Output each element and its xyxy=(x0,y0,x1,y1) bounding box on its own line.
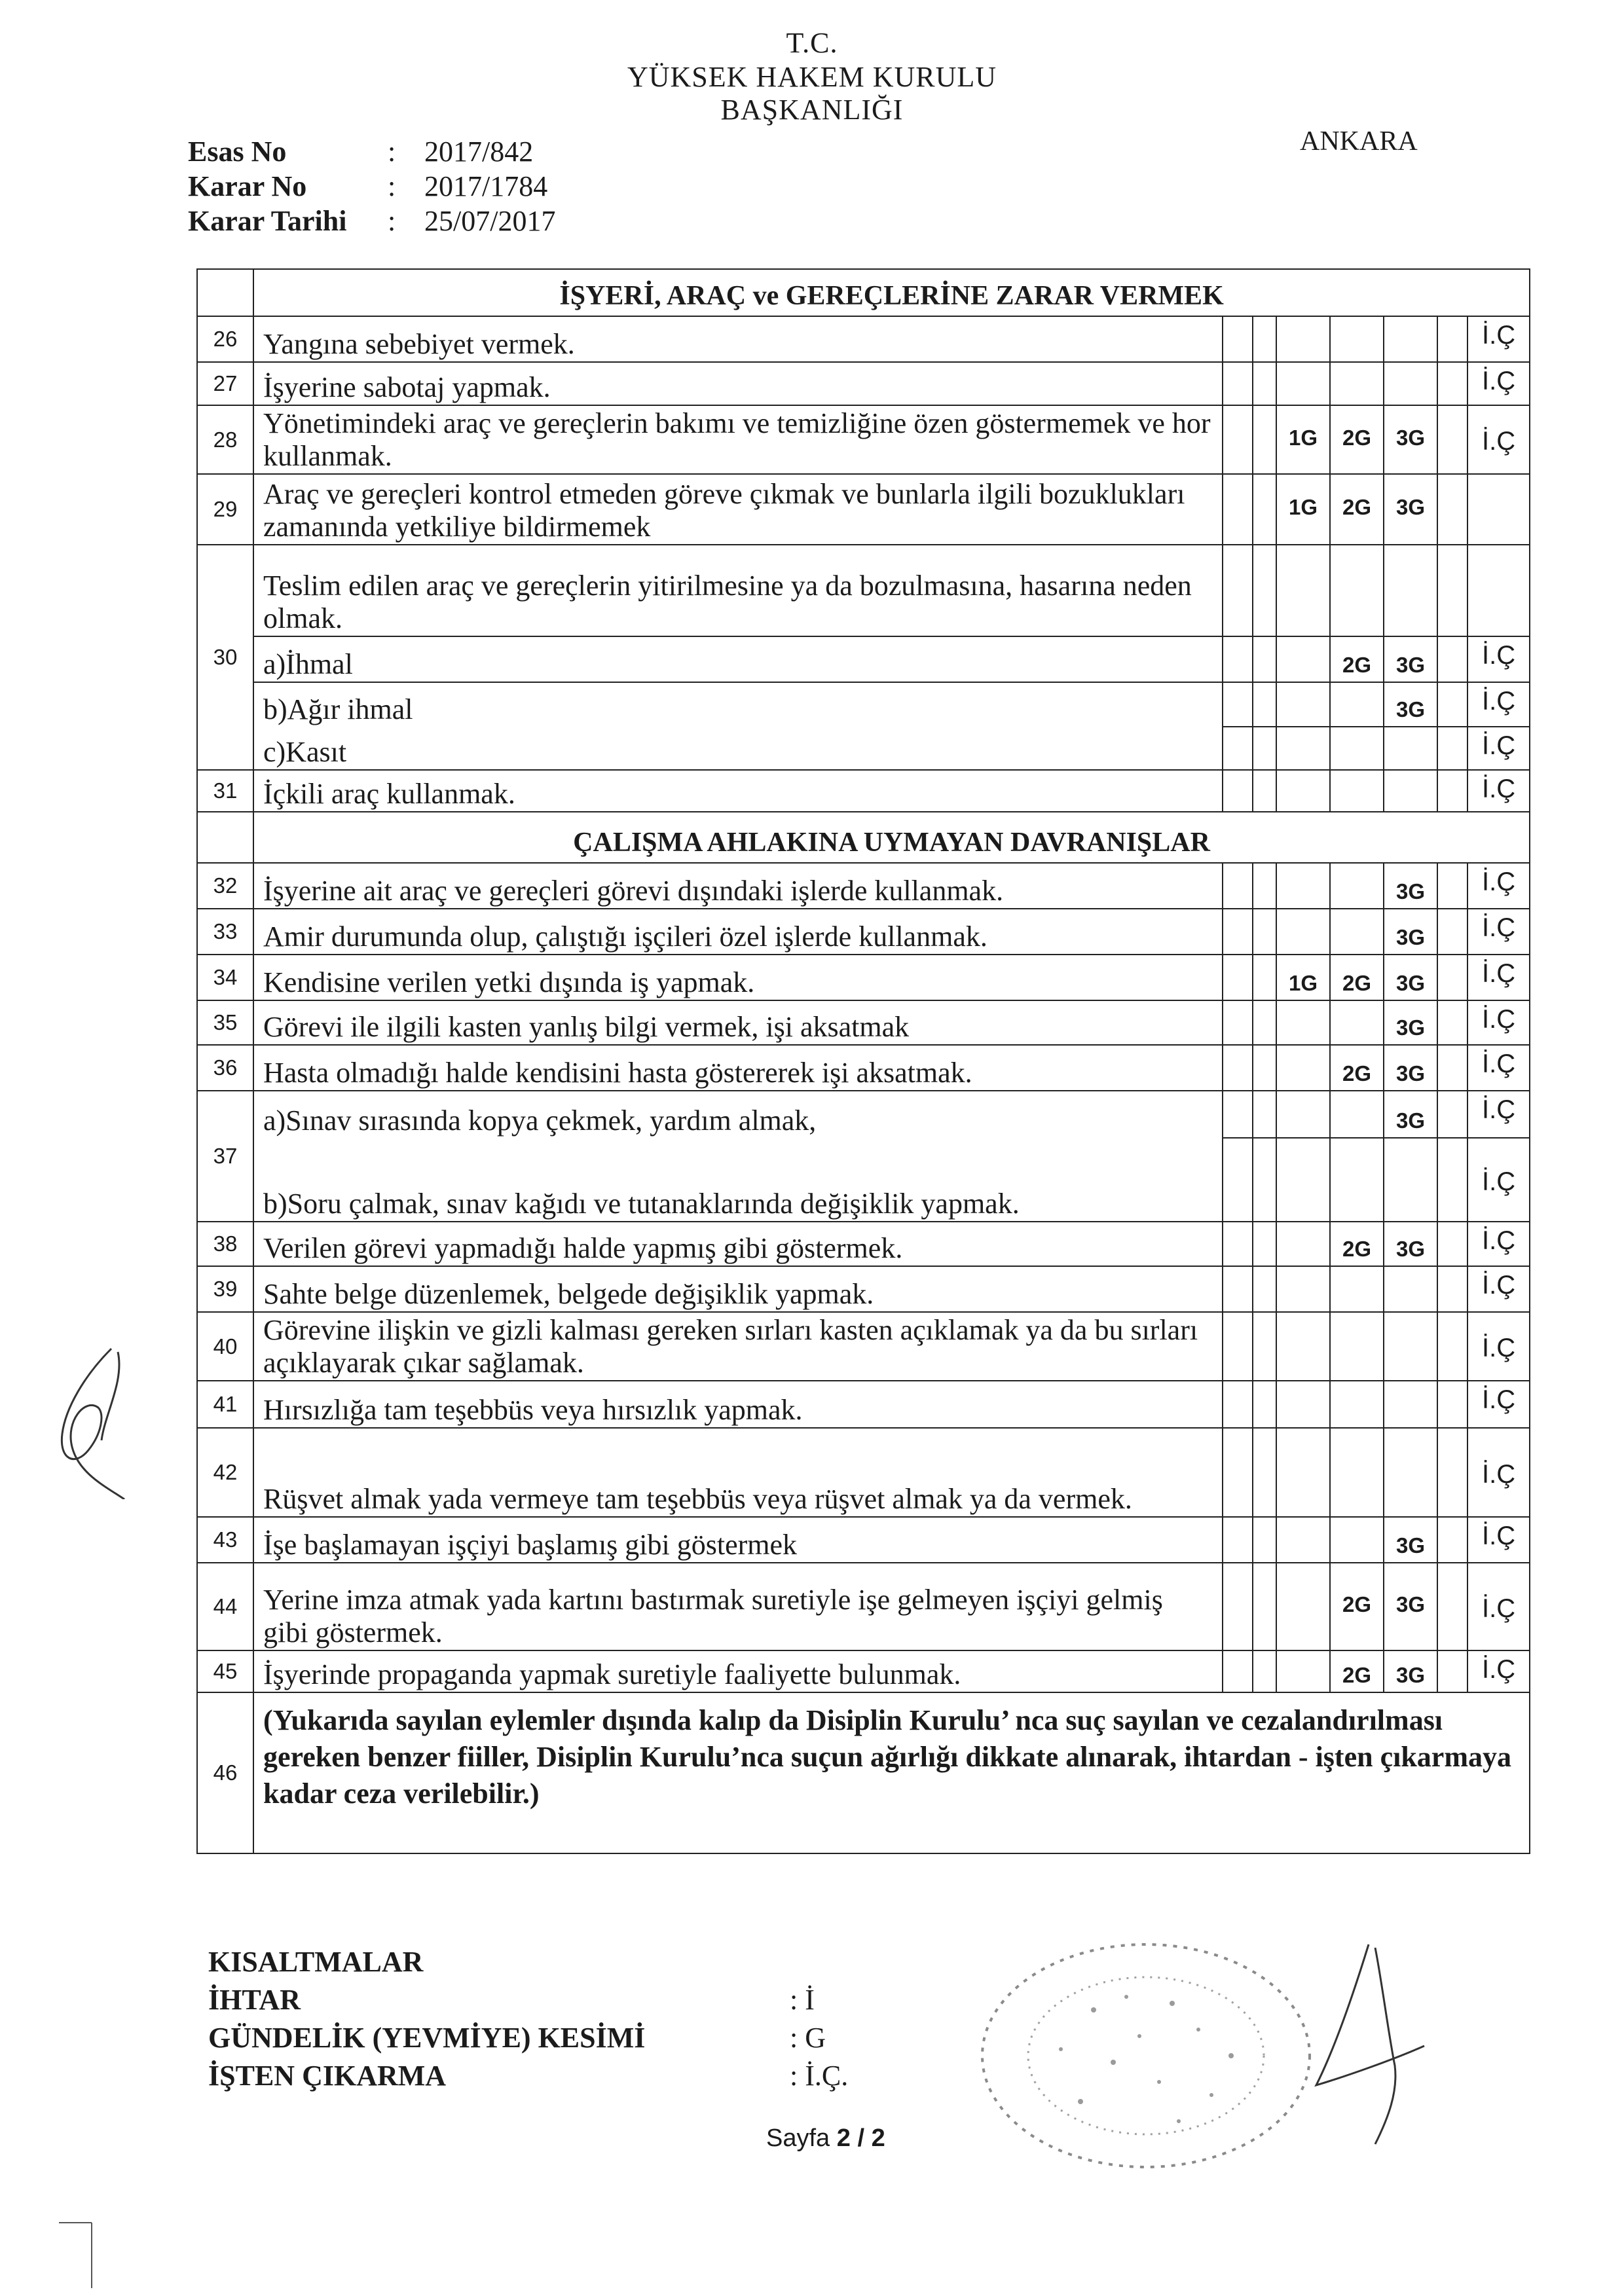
penalty-3g: 3G xyxy=(1384,863,1437,909)
penalty-2g xyxy=(1330,727,1384,770)
table-row xyxy=(197,545,1530,636)
row-text: İşyerinde propaganda yapmak suretiyle faaliyette bulunmak. xyxy=(253,1650,1223,1692)
handwritten-signature-right-icon xyxy=(1297,1935,1454,2151)
penalty-1g xyxy=(1276,770,1330,812)
section-title-damage: İŞYERİ, ARAÇ ve GEREÇLERİNE ZARAR VERMEK xyxy=(253,269,1530,316)
penalty-dismissal: İ.Ç xyxy=(1467,1045,1530,1091)
meta-value: 25/07/2017 xyxy=(424,205,556,237)
row-text: İşyerine sabotaj yapmak. xyxy=(253,362,1223,405)
row-number: 40 xyxy=(197,1312,253,1381)
penalty-dismissal: İ.Ç xyxy=(1467,1222,1530,1266)
penalty-1g: 1G xyxy=(1276,955,1330,1000)
penalty-3g: 3G xyxy=(1384,636,1437,682)
page-current: 2 xyxy=(836,2124,851,2152)
penalty-1g xyxy=(1276,1045,1330,1091)
header-institution: YÜKSEK HAKEM KURULU xyxy=(627,61,997,93)
row-number: 37 xyxy=(197,1091,253,1222)
penalty-1g: 1G xyxy=(1276,474,1330,545)
section-title-ethics: ÇALIŞMA AHLAKINA UYMAYAN DAVRANIŞLAR xyxy=(253,812,1530,863)
row-text: Görevi ile ilgili kasten yanlış bilgi vermek, işi aksatmak xyxy=(253,1000,1223,1045)
row-text: Teslim edilen araç ve gereçlerin yitirilmesine ya da bozulmasına, hasarına neden olmak. xyxy=(253,545,1223,636)
table-row xyxy=(197,316,1530,362)
penalty-1g xyxy=(1276,362,1330,405)
penalty-dismissal xyxy=(1467,474,1530,545)
table-row xyxy=(197,1000,1530,1045)
row-text: Araç ve gereçleri kontrol etmeden göreve çıkmak ve bunlarla ilgili bozuklukları zamanında yetkiliye bildirmemek xyxy=(253,474,1223,545)
row-text: Görevine ilişkin ve gizli kalması gereken sırları kasten açıklamak ya da bu sırları açıklayarak çıkar sağlamak. xyxy=(253,1312,1223,1381)
meta-label: Esas No xyxy=(188,136,287,168)
penalty-dismissal: İ.Ç xyxy=(1467,316,1530,362)
penalty-dismissal: İ.Ç xyxy=(1467,1138,1530,1222)
page-number xyxy=(766,2124,885,2153)
table-row xyxy=(197,1517,1530,1563)
penalty-dismissal: İ.Ç xyxy=(1467,1000,1530,1045)
table-row xyxy=(197,1222,1530,1266)
penalty-1g xyxy=(1276,1222,1330,1266)
meta-esas xyxy=(188,134,555,169)
penalty-3g: 3G xyxy=(1384,405,1437,474)
penalty-dismissal: İ.Ç xyxy=(1467,1517,1530,1563)
penalty-2g xyxy=(1330,1000,1384,1045)
page-prefix: Sayfa xyxy=(766,2124,830,2152)
row-text: İçkili araç kullanmak. xyxy=(253,770,1223,812)
penalty-3g: 3G xyxy=(1384,1517,1437,1563)
penalty-3g: 3G xyxy=(1384,474,1437,545)
penalty-dismissal: İ.Ç xyxy=(1467,770,1530,812)
table-row xyxy=(197,1312,1530,1381)
row-text: Yangına sebebiyet vermek. xyxy=(253,316,1223,362)
penalty-dismissal: İ.Ç xyxy=(1467,727,1530,770)
penalty-dismissal: İ.Ç xyxy=(1467,682,1530,727)
row-subtext: a)İhmal xyxy=(253,636,1223,682)
row-text: Sahte belge düzenlemek, belgede değişiklik yapmak. xyxy=(253,1266,1223,1312)
row-number: 39 xyxy=(197,1266,253,1312)
row-subtext: a)Sınav sırasında kopya çekmek, yardım almak, xyxy=(253,1091,1223,1138)
meta-value: 2017/1784 xyxy=(424,170,548,202)
row-text: Yönetimindeki araç ve gereçlerin bakımı ve temizliğine özen göstermemek ve hor kullanmak. xyxy=(253,405,1223,474)
page-separator: / xyxy=(857,2124,864,2152)
penalty-dismissal: İ.Ç xyxy=(1467,1650,1530,1692)
penalty-3g: 3G xyxy=(1384,682,1437,727)
penalty-dismissal: İ.Ç xyxy=(1467,909,1530,955)
penalty-2g xyxy=(1330,362,1384,405)
penalty-2g xyxy=(1330,770,1384,812)
penalty-3g: 3G xyxy=(1384,1563,1437,1650)
abbreviation-item xyxy=(208,2057,849,2095)
penalty-dismissal: İ.Ç xyxy=(1467,1381,1530,1428)
penalty-1g xyxy=(1276,1000,1330,1045)
handwritten-signature-left-icon xyxy=(39,1336,138,1499)
penalty-3g: 3G xyxy=(1384,1222,1437,1266)
penalty-1g xyxy=(1276,1650,1330,1692)
penalty-dismissal: İ.Ç xyxy=(1467,1563,1530,1650)
penalty-2g: 2G xyxy=(1330,405,1384,474)
section-row xyxy=(197,812,1530,863)
penalty-1g: 1G xyxy=(1276,405,1330,474)
meta-value: 2017/842 xyxy=(424,136,534,168)
penalty-3g: 3G xyxy=(1384,955,1437,1000)
meta-tarih xyxy=(188,204,555,238)
table-row xyxy=(197,1266,1530,1312)
header-tc: T.C. xyxy=(786,27,838,59)
table-row xyxy=(197,1091,1530,1138)
scan-edge-mark-icon xyxy=(52,2219,105,2291)
page-total: 2 xyxy=(871,2124,885,2152)
row-number: 41 xyxy=(197,1381,253,1428)
meta-colon: : xyxy=(388,170,396,202)
row-text: Hırsızlığa tam teşebbüs veya hırsızlık yapmak. xyxy=(253,1381,1223,1428)
penalty-2g xyxy=(1330,909,1384,955)
row-subtext: b)Soru çalmak, sınav kağıdı ve tutanaklarında değişiklik yapmak. xyxy=(253,1138,1223,1222)
row-number: 28 xyxy=(197,405,253,474)
table-row xyxy=(197,362,1530,405)
row-text: İşe başlamayan işçiyi başlamış gibi göstermek xyxy=(253,1517,1223,1563)
penalty-1g xyxy=(1276,909,1330,955)
row-text: İşyerine ait araç ve gereçleri görevi dışındaki işlerde kullanmak. xyxy=(253,863,1223,909)
row-text: Hasta olmadığı halde kendisini hasta göstererek işi aksatmak. xyxy=(253,1045,1223,1091)
table-row xyxy=(197,636,1530,682)
table-row xyxy=(197,863,1530,909)
penalty-dismissal: İ.Ç xyxy=(1467,955,1530,1000)
abbreviation-item xyxy=(208,2019,826,2057)
official-stamp-icon xyxy=(963,1931,1329,2180)
row-text: Rüşvet almak yada vermeye tam teşebbüs veya rüşvet almak ya da vermek. xyxy=(253,1428,1223,1517)
table-row xyxy=(197,1045,1530,1091)
table-row xyxy=(197,909,1530,955)
row-subtext: b)Ağır ihmal xyxy=(253,682,1223,727)
table-row xyxy=(197,405,1530,474)
meta-colon: : xyxy=(388,205,396,237)
penalty-2g: 2G xyxy=(1330,636,1384,682)
penalty-3g xyxy=(1384,362,1437,405)
penalty-3g xyxy=(1384,727,1437,770)
abbreviation-value: : İ xyxy=(790,1984,815,2016)
row-number: 27 xyxy=(197,362,253,405)
table-row xyxy=(197,1138,1530,1222)
row-number: 30 xyxy=(197,545,253,770)
row-number: 29 xyxy=(197,474,253,545)
row-text: (Yukarıda sayılan eylemler dışında kalıp da Disiplin Kurulu’ nca suç sayılan ve cezalandırılması gereken benzer fiiller, Disiplin Kurulu’nca suçun ağırlığı dikkate alınarak, ihtardan - işten çıkarmaya kadar ceza verilebilir.) xyxy=(253,1692,1530,1853)
penalty-table xyxy=(196,268,1530,1854)
penalty-dismissal: İ.Ç xyxy=(1467,405,1530,474)
row-number: 36 xyxy=(197,1045,253,1091)
penalty-1g xyxy=(1276,316,1330,362)
meta-karar xyxy=(188,169,555,204)
table-row xyxy=(197,1428,1530,1517)
row-number: 26 xyxy=(197,316,253,362)
penalty-2g: 2G xyxy=(1330,474,1384,545)
penalty-3g xyxy=(1384,770,1437,812)
row-number: 44 xyxy=(197,1563,253,1650)
penalty-2g: 2G xyxy=(1330,955,1384,1000)
penalty-2g xyxy=(1330,863,1384,909)
penalty-dismissal: İ.Ç xyxy=(1467,1312,1530,1381)
meta-label: Karar No xyxy=(188,170,307,202)
table-row xyxy=(197,1381,1530,1428)
abbreviation-label: GÜNDELİK (YEVMİYE) KESİMİ xyxy=(208,2022,646,2054)
meta-colon: : xyxy=(388,136,396,168)
penalty-3g xyxy=(1384,316,1437,362)
table-row xyxy=(197,727,1530,770)
table-row xyxy=(197,955,1530,1000)
penalty-3g: 3G xyxy=(1384,1650,1437,1692)
row-number: 38 xyxy=(197,1222,253,1266)
penalty-dismissal: İ.Ç xyxy=(1467,362,1530,405)
row-number: 31 xyxy=(197,770,253,812)
abbreviations xyxy=(208,1943,849,2095)
penalty-2g xyxy=(1330,316,1384,362)
row-number: 33 xyxy=(197,909,253,955)
penalty-3g: 3G xyxy=(1384,1000,1437,1045)
row-text: Yerine imza atmak yada kartını bastırmak suretiyle işe gelmeyen işçiyi gelmiş gibi göstermek. xyxy=(253,1563,1223,1650)
table-row xyxy=(197,1692,1530,1853)
penalty-dismissal: İ.Ç xyxy=(1467,1091,1530,1138)
table-row xyxy=(197,682,1530,727)
penalty-dismissal: İ.Ç xyxy=(1467,1428,1530,1517)
city-label: ANKARA xyxy=(1300,126,1418,156)
table-row xyxy=(197,1650,1530,1692)
row-text: Kendisine verilen yetki dışında iş yapmak. xyxy=(253,955,1223,1000)
abbreviation-label: İHTAR xyxy=(208,1984,301,2016)
penalty-1g xyxy=(1276,682,1330,727)
penalty-3g: 3G xyxy=(1384,1091,1437,1138)
row-number: 35 xyxy=(197,1000,253,1045)
penalty-2g: 2G xyxy=(1330,1650,1384,1692)
row-subtext: c)Kasıt xyxy=(253,727,1223,770)
row-text: Amir durumunda olup, çalıştığı işçileri özel işlerde kullanmak. xyxy=(253,909,1223,955)
penalty-2g xyxy=(1330,682,1384,727)
abbreviation-value: : G xyxy=(790,2022,826,2054)
penalty-1g xyxy=(1276,863,1330,909)
row-number: 43 xyxy=(197,1517,253,1563)
meta-label: Karar Tarihi xyxy=(188,205,347,237)
penalty-dismissal: İ.Ç xyxy=(1467,1266,1530,1312)
case-meta xyxy=(188,134,555,238)
abbreviation-value: : İ.Ç. xyxy=(790,2060,849,2092)
table-row xyxy=(197,1563,1530,1650)
penalty-2g: 2G xyxy=(1330,1563,1384,1650)
penalty-1g xyxy=(1276,727,1330,770)
section-row xyxy=(197,269,1530,316)
penalty-2g: 2G xyxy=(1330,1222,1384,1266)
row-number: 46 xyxy=(197,1692,253,1853)
row-number: 32 xyxy=(197,863,253,909)
abbreviation-item xyxy=(208,1981,815,2019)
row-number: 34 xyxy=(197,955,253,1000)
header-presidency: BAŞKANLIĞI xyxy=(720,94,904,126)
row-number: 45 xyxy=(197,1650,253,1692)
abbreviations-title: KISALTMALAR xyxy=(208,1946,424,1978)
penalty-dismissal: İ.Ç xyxy=(1467,636,1530,682)
abbreviation-label: İŞTEN ÇIKARMA xyxy=(208,2060,447,2092)
row-text: Verilen görevi yapmadığı halde yapmış gibi göstermek. xyxy=(253,1222,1223,1266)
table-row xyxy=(197,474,1530,545)
penalty-3g: 3G xyxy=(1384,1045,1437,1091)
penalty-3g: 3G xyxy=(1384,909,1437,955)
penalty-2g: 2G xyxy=(1330,1045,1384,1091)
penalty-1g xyxy=(1276,636,1330,682)
penalty-dismissal: İ.Ç xyxy=(1467,863,1530,909)
row-number: 42 xyxy=(197,1428,253,1517)
table-row xyxy=(197,770,1530,812)
